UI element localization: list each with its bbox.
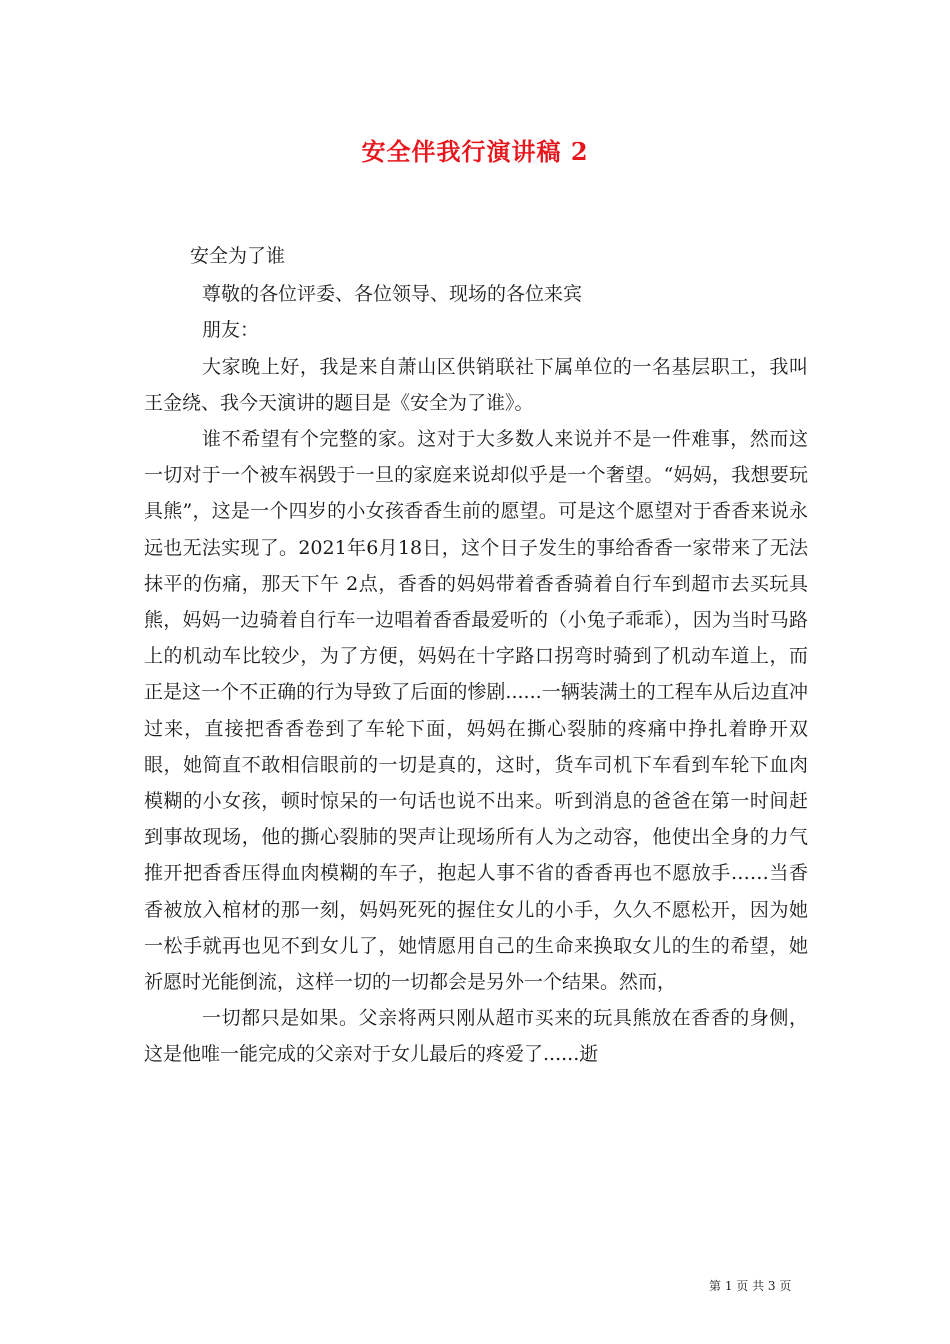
speech-subtitle: 安全为了谁	[190, 245, 286, 267]
paragraph-ending: 一切都只是如果。父亲将两只刚从超市买来的玩具熊放在香香的身侧，这是他唯一能完成的父亲对于女儿最后的疼爱了......逝	[144, 1007, 808, 1066]
paragraph-intro: 大家晚上好，我是来自萧山区供销联社下属单位的一名基层职工，我叫王金绕、我今天演讲的题目是《安全为了谁》。	[144, 355, 808, 414]
paragraph-story: 谁不希望有个完整的家。这对于大多数人来说并不是一件难事，然而这一切对于一个被车祸毁于一旦的家庭来说却似乎是一个奢望。“妈妈，我想要玩具熊”，这是一个四岁的小女孩香香生前的愿望。可是这个愿望对于香香来说永远也无法实现了。2021年6月18日，这个日子发生的事给香香一家带来了无法抹平的伤痛，那天下午 2点，香香的妈妈带着香香骑着自行车到超市去买玩具熊，妈妈一边骑着自行车一边唱着香香最爱听的（小兔子乖乖），因为当时马路上的机动车比较少，为了方便，妈妈在十字路口拐弯时骑到了机动车道上，而正是这一个不正确的行为导致了后面的惨剧......一辆装满土的工程车从后边直冲过来，直接把香香卷到了车轮下面，妈妈在撕心裂肺的疼痛中挣扎着睁开双眼，她简直不敢相信眼前的一切是真的，这时，货车司机下车看到车轮下血肉模糊的小女孩，顿时惊呆的一句话也说不出来。听到消息的爸爸在第一时间赶到事故现场，他的撕心裂肺的哭声让现场所有人为之动容，他使出全身的力气推开把香香压得血肉模糊的车子，抱起人事不省的香香再也不愿放手……当香香被放入棺材的那一刻，妈妈死死的握住女儿的小手，久久不愿松开，因为她一松手就再也见不到女儿了，她情愿用自己的生命来换取女儿的生的希望，她祈愿时光能倒流，这样一切的一切都会是另外一个结果。然而，	[144, 428, 808, 994]
page-number-footer: 第 1 页 共 3 页	[709, 1279, 792, 1293]
greeting-line: 尊敬的各位评委、各位领导、现场的各位来宾	[202, 283, 583, 306]
friends-line: 朋友：	[202, 319, 260, 342]
document-body	[144, 238, 808, 1073]
document-title: 安全伴我行演讲稿 2	[361, 137, 589, 166]
